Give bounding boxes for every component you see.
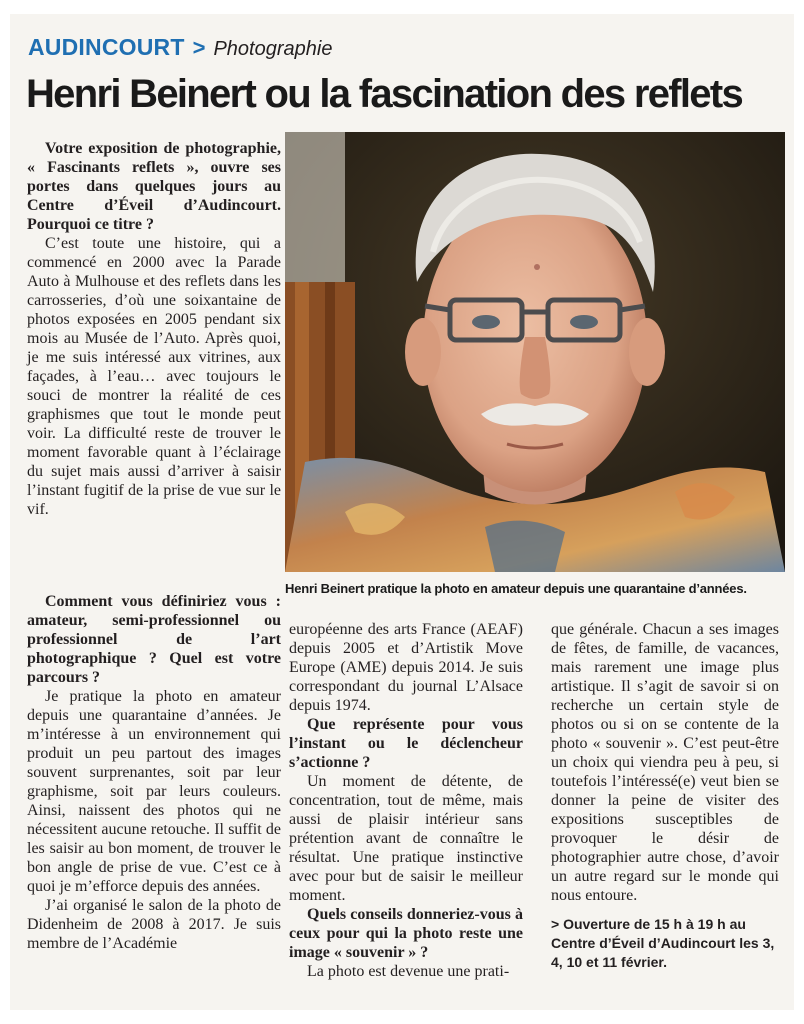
answer-1: C’est toute une histoire, qui a commencé en 2000 avec la Parade Auto à Mulhouse et des reflets dans les carrosseries, d’où une soixantaine de photos exposées en 2005 pendant six mois au Musée de l’Auto. Après quoi, je me suis intéressé aux vitrines, aux façades, à l’eau… avec toujours le souci de montrer la réalité de ces graphismes que tout le monde peut voir. La difficulté reste de trouver le moment favorable quant à l’éclairage du sujet mais aussi d’arriver à saisir l’instant fugitif de la prise de vue sur le vif. [27,235,281,518]
answer-4-end: que générale. Chacun a ses images de fêtes, de famille, de vacances, mais rarement une image plus artistique. Il s’agit de savoir si on recherche un certain style de photos ou si on se contente de la photo « souvenir ». C’est peut-être un choix qui viendra peu à peu, si toutefois l’intéressé(e) veut bien se donner la peine de visiter des expositions susceptibles de provoquer le désir de photographier autre chose, d’avoir un autre regard sur le monde qui nous entoure. [551,621,779,904]
answer-3: Un moment de détente, de concentration, tout de même, mais aussi de plaisir intérieur sans prétention avant de connaître le résultat. Une pratique instinctive avec pour but de saisir le meilleur moment. [289,773,523,904]
question-1: Votre exposition de photographie, « Fascinants reflets », ouvre ses portes dans quelques jours au Centre d’Éveil d’Audincourt. Pourquoi ce titre ? [27,140,281,233]
answer-2-paragraph-2-start: J’ai organisé le salon de la photo de Didenheim de 2008 à 2017. Je suis membre de l’Académie [27,897,281,952]
answer-2-paragraph-1: Je pratique la photo en amateur depuis une quarantaine d’années. Je m’intéresse à un environnement qui produit un peu partout des images souvent surprenantes, soit par leur graphisme, soit par leurs couleurs. Ainsi, naissent des photos qui ne nécessitent aucune retouche. Il suffit de les saisir au bon moment, de trouver le bon angle de prise de vue. C’est ce à quoi je m’efforce depuis des années. [27,688,281,895]
rubric-label: Photographie [213,38,333,60]
newspaper-page [10,14,794,1010]
portrait-photo [285,132,785,572]
event-info: > Ouverture de 15 h à 19 h au Centre d’Éveil d’Audincourt les 3, 4, 10 et 11 février. [551,916,775,970]
photo-caption: Henri Beinert pratique la photo en amateur depuis une quarantaine d’années. [285,581,747,596]
answer-4-start: La photo est devenue une prati- [307,963,510,980]
question-2: Comment vous définiriez vous : amateur, semi-professionnel ou professionnel de l’art photographique ? Quel est votre parcours ? [27,593,281,686]
location-label: AUDINCOURT [28,34,185,60]
question-4: Quels conseils donneriez-vous à ceux pour qui la photo reste une image « souvenir » ? [289,906,523,961]
question-3: Que représente pour vous l’instant ou le déclencheur s’actionne ? [289,716,523,771]
article-column-1-bottom [27,592,281,953]
article-column-1-top [27,139,281,519]
article-kicker [28,34,332,62]
article-column-3 [551,620,779,972]
portrait-illustration [285,132,785,572]
answer-2-paragraph-2-end: européenne des arts France (AEAF) depuis 2005 et d’Artistik Move Europe (AME) depuis 2014. Je suis correspondant du journal L’Alsace depuis 1974. [289,621,523,714]
article-column-2 [289,620,523,981]
article-headline: Henri Beinert ou la fascination des reflets [26,72,743,116]
chevron-right-icon: > [192,35,206,60]
